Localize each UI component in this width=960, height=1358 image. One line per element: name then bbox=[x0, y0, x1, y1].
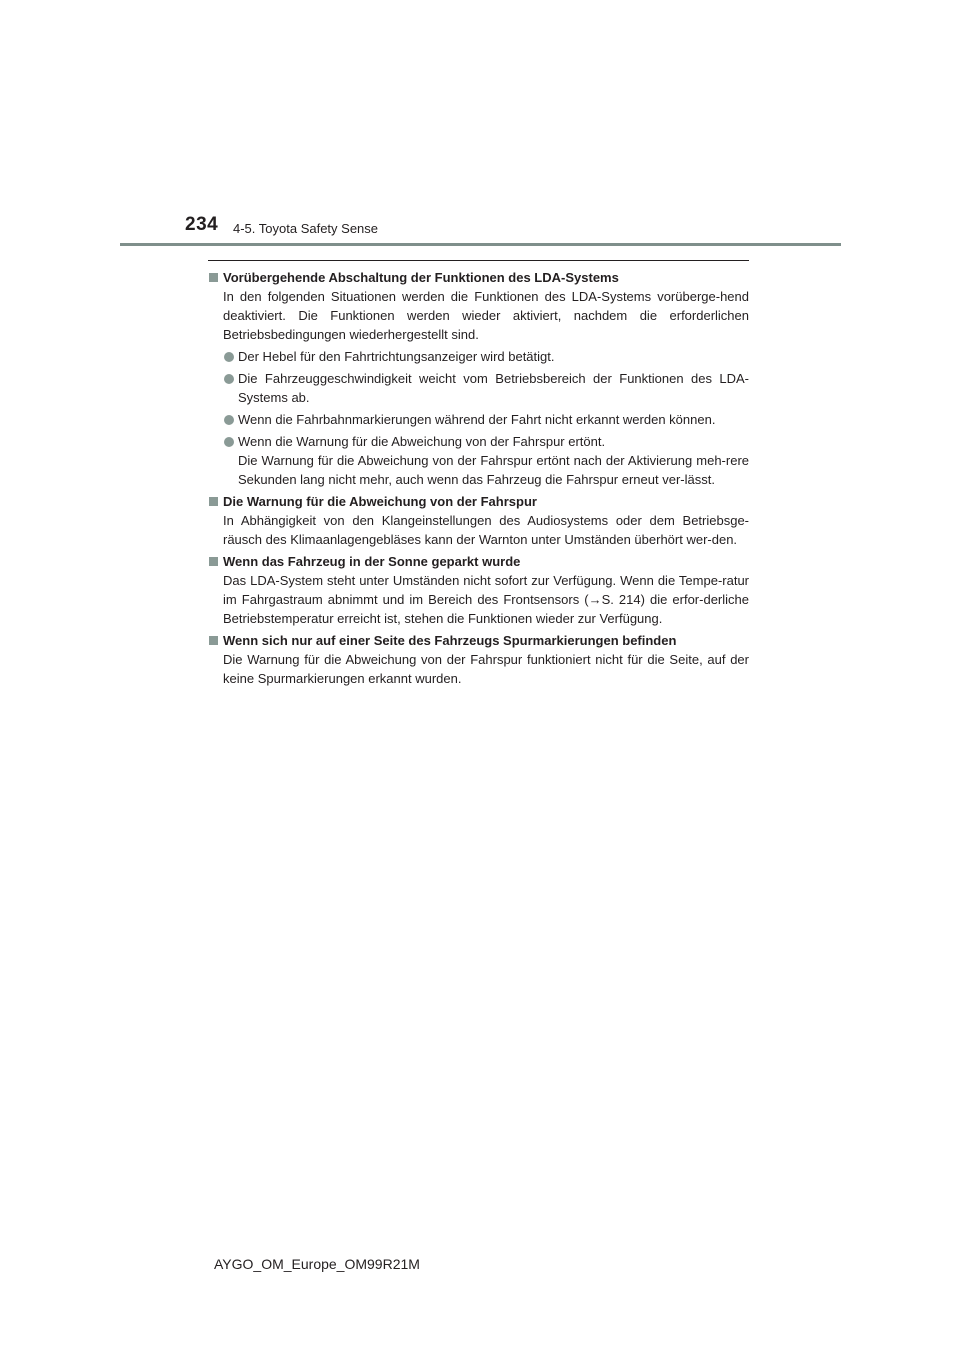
block-heading bbox=[208, 268, 749, 287]
list-item bbox=[208, 410, 749, 429]
heading-text: Vorübergehende Abschaltung der Funktionen des LDA-Systems bbox=[223, 270, 619, 285]
paragraph: In Abhängigkeit von den Klangeinstellungen des Audiosystems oder dem Betriebsge-räusch des Klimaanlagengebläses kann der Warnton unter Umständen überhört wer-den. bbox=[223, 513, 749, 547]
paragraph: Das LDA-System steht unter Umständen nicht sofort zur Verfügung. Wenn die Tempe-ratur im Fahrgastraum abnimmt und im Bereich des Frontsensors (→S. 214) die erfor-derliche Betriebstemperatur erreicht ist, stehen die Funktionen wieder zur Verfügung. bbox=[223, 573, 749, 626]
circle-bullet-icon bbox=[224, 352, 234, 362]
block-heading bbox=[208, 492, 749, 511]
section-one-side-markings bbox=[208, 631, 749, 688]
section-lane-departure-warning bbox=[208, 492, 749, 549]
circle-bullet-icon bbox=[224, 374, 234, 384]
list-item bbox=[208, 347, 749, 366]
list-item-text: Die Fahrzeuggeschwindigkeit weicht vom Betriebsbereich der Funktionen des LDA-Systems ab. bbox=[238, 371, 749, 405]
list-item bbox=[208, 432, 749, 489]
square-bullet-icon bbox=[209, 557, 218, 566]
content-rule bbox=[208, 260, 749, 261]
square-bullet-icon bbox=[209, 497, 218, 506]
section-parked-in-sun bbox=[208, 552, 749, 628]
heading-text: Wenn sich nur auf einer Seite des Fahrzeugs Spurmarkierungen befinden bbox=[223, 633, 677, 648]
square-bullet-icon bbox=[209, 636, 218, 645]
document-code: AYGO_OM_Europe_OM99R21M bbox=[214, 1256, 420, 1272]
section-title: 4-5. Toyota Safety Sense bbox=[233, 221, 379, 236]
page-content bbox=[208, 268, 749, 691]
paragraph: In den folgenden Situationen werden die Funktionen des LDA-Systems vorüberge-hend deaktiviert. Die Funktionen werden wieder aktiviert, nachdem die erforderlichen Betriebsbedingungen wiederhergestellt sind. bbox=[223, 289, 749, 342]
section-lda-deactivation bbox=[208, 268, 749, 489]
heading-text: Wenn das Fahrzeug in der Sonne geparkt wurde bbox=[223, 554, 521, 569]
circle-bullet-icon bbox=[224, 437, 234, 447]
block-heading bbox=[208, 552, 749, 571]
list-item-text: Der Hebel für den Fahrtrichtungsanzeiger wird betätigt. bbox=[238, 349, 555, 364]
list-item-text: Wenn die Warnung für die Abweichung von der Fahrspur ertönt. bbox=[238, 434, 606, 449]
heading-text: Die Warnung für die Abweichung von der Fahrspur bbox=[223, 494, 537, 509]
circle-bullet-icon bbox=[224, 415, 234, 425]
list-item-text: Wenn die Fahrbahnmarkierungen während der Fahrt nicht erkannt werden können. bbox=[238, 412, 716, 427]
list-item bbox=[208, 369, 749, 407]
square-bullet-icon bbox=[209, 273, 218, 282]
list-item-note: Die Warnung für die Abweichung von der Fahrspur ertönt nach der Aktivierung meh-rere Sekunden lang nicht mehr, auch wenn das Fahrzeug die Fahrspur erneut ver-lässt. bbox=[238, 453, 749, 487]
page-number: 234 bbox=[185, 214, 219, 235]
header-rule bbox=[120, 243, 841, 246]
block-heading bbox=[208, 631, 749, 650]
paragraph: Die Warnung für die Abweichung von der Fahrspur funktioniert nicht für die Seite, auf der keine Spurmarkierungen erkannt wurden. bbox=[223, 652, 749, 686]
